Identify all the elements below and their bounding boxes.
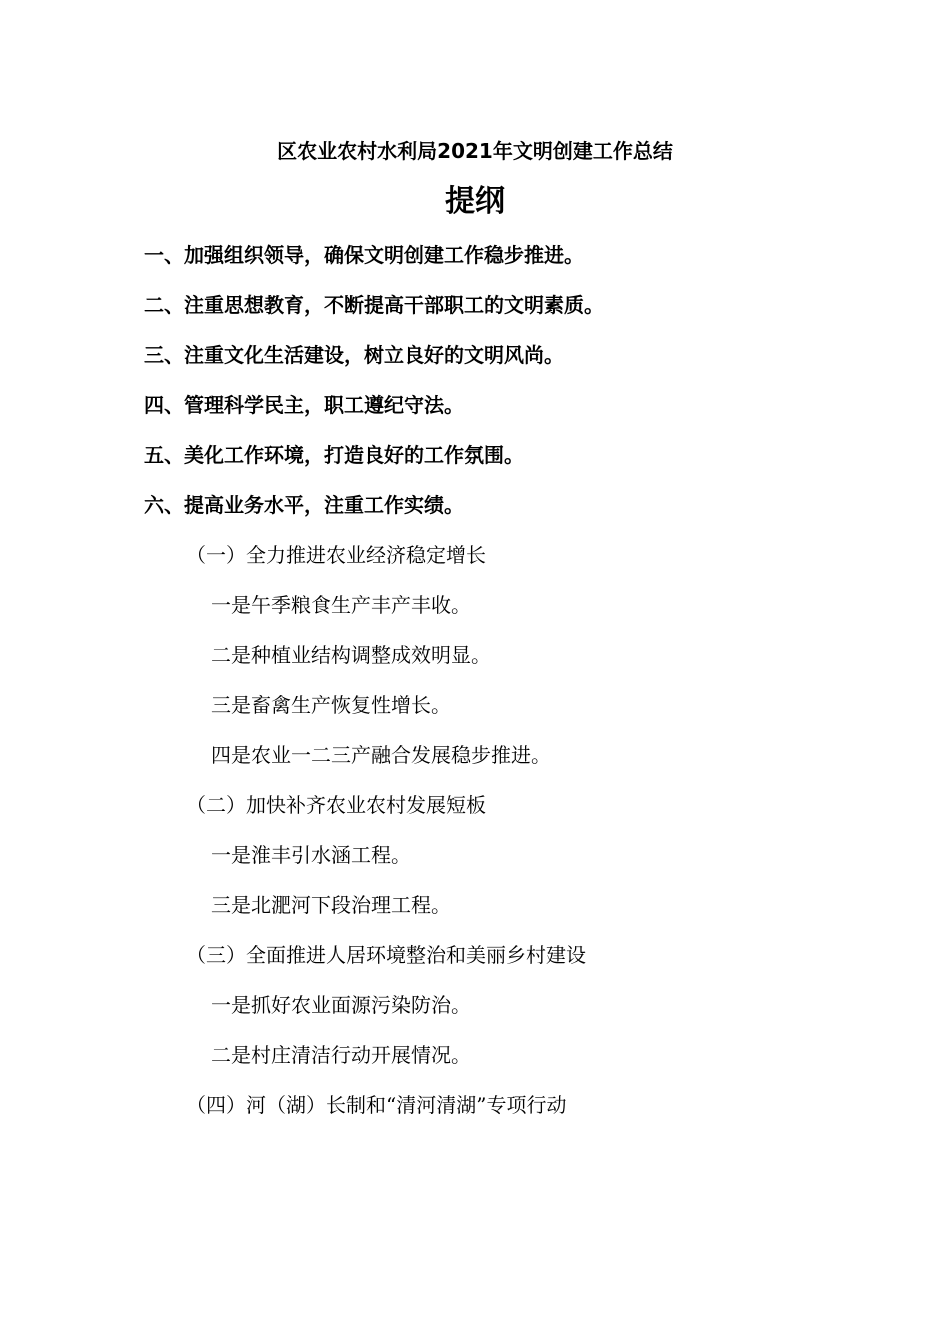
outline-heading-6: 六、提高业务水平，注重工作实绩。 — [144, 493, 464, 517]
outline-item: 二是种植业结构调整成效明显。 — [211, 643, 491, 667]
outline-heading-1: 一、加强组织领导，确保文明创建工作稳步推进。 — [144, 243, 584, 267]
document-title: 区农业农村水利局2021年文明创建工作总结 — [277, 139, 673, 163]
outline-item: 二是村庄清洁行动开展情况。 — [211, 1043, 471, 1067]
outline-item: 三是畜禽生产恢复性增长。 — [211, 693, 451, 717]
outline-item: 一是午季粮食生产丰产丰收。 — [211, 593, 471, 617]
document-subtitle: 提纲 — [445, 184, 505, 219]
outline-subheading: （四）河（湖）长制和“清河清湖”专项行动 — [186, 1093, 567, 1117]
outline-heading-2: 二、注重思想教育，不断提高干部职工的文明素质。 — [144, 293, 604, 317]
outline-subheading: （一）全力推进农业经济稳定增长 — [186, 543, 486, 567]
outline-item: 四是农业一二三产融合发展稳步推进。 — [211, 743, 551, 767]
outline-heading-5: 五、美化工作环境，打造良好的工作氛围。 — [144, 443, 524, 467]
outline-item: 一是淮丰引水涵工程。 — [211, 843, 411, 867]
outline-list — [0, 230, 950, 1130]
outline-heading-4: 四、管理科学民主，职工遵纪守法。 — [144, 393, 464, 417]
outline-item: 三是北淝河下段治理工程。 — [211, 893, 451, 917]
outline-subheading: （三）全面推进人居环境整治和美丽乡村建设 — [186, 943, 586, 967]
outline-heading-3: 三、注重文化生活建设，树立良好的文明风尚。 — [144, 343, 564, 367]
outline-item: 一是抓好农业面源污染防治。 — [211, 993, 471, 1017]
outline-subheading: （二）加快补齐农业农村发展短板 — [186, 793, 486, 817]
